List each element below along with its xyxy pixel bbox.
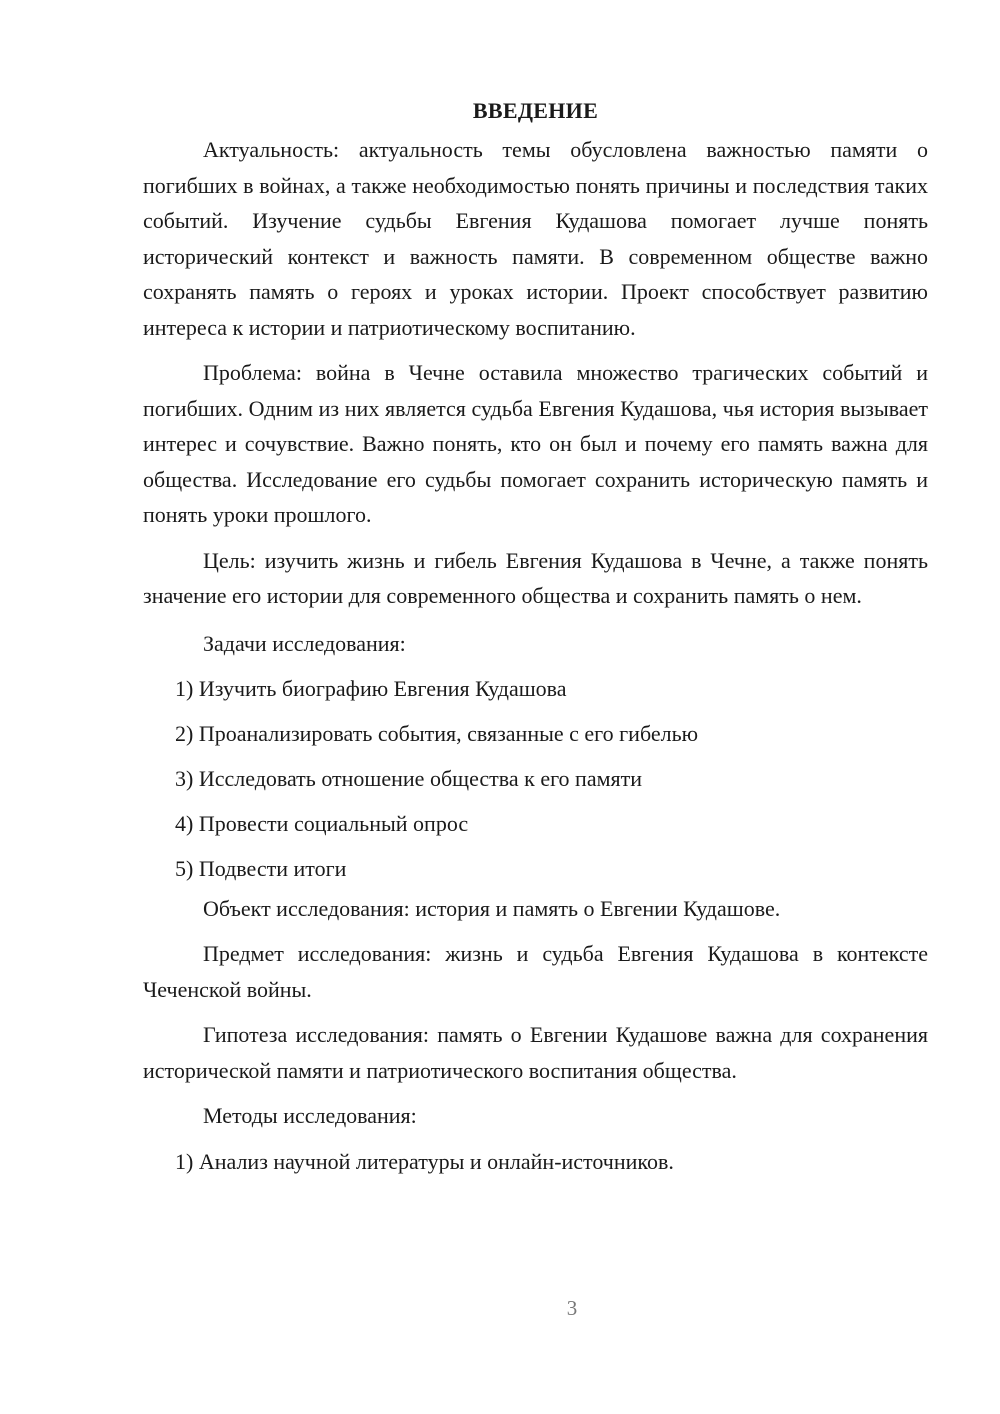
method-item: 1) Анализ научной литературы и онлайн-источников. <box>175 1148 674 1174</box>
relevance-paragraph: Актуальность: актуальность темы обусловлена важностью памяти о погибших в войнах, а также необходимостью понять причины и последствия таких событий. Изучение судьбы Евгения Кудашова помогает лучше понять исторический контекст и важность памяти. В современном обществе важно сохранять память о героях и уроках истории. Проект способствует развитию интереса к истории и патриотическому воспитанию. <box>143 137 928 340</box>
page-content <box>143 96 928 1189</box>
subject-paragraph: Предмет исследования: жизнь и судьба Евгения Кудашова в контексте Чеченской войны. <box>143 941 928 1002</box>
page-title: ВВЕДЕНИЕ <box>472 98 599 123</box>
methods-heading: Методы исследования: <box>203 1103 417 1128</box>
task-item: 2) Проанализировать события, связанные с его гибелью <box>175 721 699 746</box>
page-number: 3 <box>566 1296 578 1320</box>
hypothesis-paragraph: Гипотеза исследования: память о Евгении Кудашове важна для сохранения исторической памяти и патриотического воспитания общества. <box>143 1022 928 1083</box>
task-item: 1) Изучить биографию Евгения Кудашова <box>175 676 567 701</box>
goal-paragraph: Цель: изучить жизнь и гибель Евгения Кудашова в Чечне, а также понять значение его истории для современного общества и сохранить память о нем. <box>143 547 928 608</box>
problem-paragraph: Проблема: война в Чечне оставила множество трагических событий и погибших. Одним из них является судьба Евгения Кудашова, чья история вызывает интерес и сочувствие. Важно понять, кто он был и почему его память важна для общества. Исследование его судьбы помогает сохранить историческую память и понять уроки прошлого. <box>143 360 928 527</box>
tasks-heading: Задачи исследования: <box>203 630 406 656</box>
task-item: 3) Исследовать отношение общества к его памяти <box>175 766 643 791</box>
object-paragraph: Объект исследования: история и память о Евгении Кудашове. <box>203 895 781 921</box>
task-item: 4) Провести социальный опрос <box>175 811 469 836</box>
task-item: 5) Подвести итоги <box>175 856 347 881</box>
